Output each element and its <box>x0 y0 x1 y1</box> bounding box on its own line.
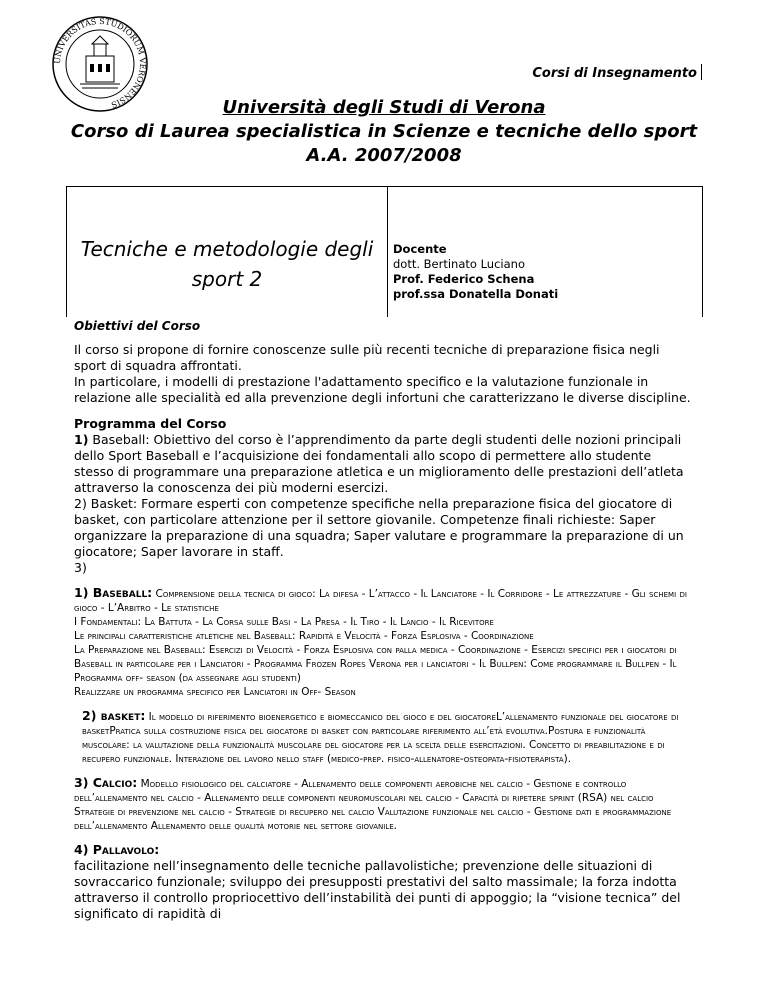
svg-text:UNIVERSITAS STUDIORUM VERONENS: UNIVERSITAS STUDIORUM VERONENSIS <box>52 16 148 110</box>
programma-item1-num: 1) <box>74 432 89 447</box>
programma-heading: Programma del Corso <box>74 416 227 431</box>
basket-lead: 2) basket: <box>82 708 146 723</box>
corsi-label: Corsi di Insegnamento <box>532 66 697 81</box>
main-content <box>74 318 694 922</box>
calcio-lead: 3) Calcio: <box>74 775 138 790</box>
course-title-line1: Tecniche e metodologie degli <box>80 237 374 261</box>
calcio-text: Modello fisiologico del calciatore - Allenamento delle componenti aerobiche nel calcio - Gestione e controllo dell’allenamento nel calcio - Allenamento delle componenti neuromuscolari nel calcio - Capacità di ripetere sprint (RSA) nel calcio Strategie di prevenzione nel calcio - Strategie di recupero nel calcio Valutazione funzionale nel calcio - Gestione dati e programmazione dell’allenamento Allenamento delle qualità motorie nel settore giovanile. <box>74 778 672 832</box>
baseball-line-4: La Preparazione nel Baseball: Esercizi di Velocità - Forza Esplosiva con palla medica - Coordinazione - Esercizi specifici per i giocatori di Baseball in particolare per i Lanciatori - Programma Frozen Ropes Verona per i lanciatori - Il Bullpen: Come programmare il Bullpen - Il Programma off- season (da assegnare agli studenti) <box>74 644 677 684</box>
baseball-line-2: I Fondamentali: La Battuta - La Corsa sulle Basi - La Presa - Il Tiro - Il Lancio - Il Ricevitore <box>74 616 494 628</box>
calcio-detail <box>74 776 694 833</box>
pallavolo-text: facilitazione nell’insegnamento delle tecniche pallavolistiche; prevenzione delle situazioni di sovraccarico funzionale; sviluppo dei presupposti prestativi del salto massimale; la forza indotta attraverso il controllo propriocettivo dell’instabilità dei punti di appoggio; la “visione tecnica” del significato di rapidità di <box>74 858 681 921</box>
pallavolo-lead: 4) Pallavolo: <box>74 842 160 857</box>
baseball-line-5: Realizzare un programma specifico per Lanciatori in Off- Season <box>74 686 356 698</box>
baseball-detail <box>74 586 694 699</box>
programma-item3: 3) <box>74 560 87 575</box>
course-box <box>66 186 703 317</box>
university-title: Università degli Studi di Verona <box>222 97 546 118</box>
academic-year: A.A. 2007/2008 <box>306 145 462 166</box>
degree-title: Corso di Laurea specialistica in Scienze e tecniche dello sport <box>70 121 698 142</box>
course-title <box>67 234 387 294</box>
docente-3: prof.ssa Donatella Donati <box>393 287 559 301</box>
obiettivi-heading: Obiettivi del Corso <box>74 319 201 333</box>
course-box-divider <box>387 187 388 317</box>
docente-2: Prof. Federico Schena <box>393 272 535 286</box>
baseball-lead: 1) Baseball: <box>74 585 153 600</box>
corsi-header <box>532 64 702 81</box>
obiettivi-p2: In particolare, i modelli di prestazione l'adattamento specifico e la valutazione funzionale in relazione alle specialità ed alla prevenzione degli infortuni che caratterizzano le diverse discipline. <box>74 374 691 405</box>
basket-detail <box>74 709 694 766</box>
pallavolo-detail <box>74 843 694 922</box>
obiettivi-p1: Il corso si propone di fornire conoscenze sulle più recenti tecniche di preparazione fisica negli sport di squadra affrontati. <box>74 342 660 373</box>
baseball-line-3: Le principali caratteristiche atletiche nel Baseball: Rapidità e Velocità - Forza Esplosiva - Coordinazione <box>74 630 534 642</box>
baseball-line-1: Comprensione della tecnica di gioco: La difesa - L’attacco - Il Lanciatore - Il Corridore - Le attrezzature - Gli schemi di gioco - L’Arbitro - Le statistiche <box>74 588 687 614</box>
programma-item1-text: Baseball: Obiettivo del corso è l’apprendimento da parte degli studenti delle nozioni principali dello Sport Baseball e l’acquisizione dei fondamentali allo scopo di permettere allo studente stesso di programmare una preparazione atletica e un miglioramento delle prestazioni dell’atleta attraverso la conoscenza dei più moderni esercizi. <box>74 432 684 495</box>
docente-label: Docente <box>393 242 447 256</box>
docente-1: dott. Bertinato Luciano <box>393 257 525 271</box>
programma-item1 <box>74 432 694 496</box>
course-title-line2: sport 2 <box>191 267 263 291</box>
title-block <box>0 96 768 168</box>
programma-item2: 2) Basket: Formare esperti con competenze specifiche nella preparazione fisica del giocatore di basket, con particolare attenzione per il settore giovanile. Competenze finali richieste: Saper organizzare la preparazione di una squadra; Saper valutare e programmare la preparazione di un giocatore; Saper lavorare in staff. <box>74 496 684 559</box>
docenti-block <box>393 242 558 302</box>
basket-text: Il modello di riferimento bioenergetico e biomeccanico del gioco e del giocatoreL’allenamento funzionale del giocatore di basketPratica sulla costruzione fisica del giocatore di basket con particolare riferimento all’età evolutiva.Postura e funzionalità muscolare: la valutazione della funzionalità muscolare del giocatore per la scelta delle esercitazioni. Concetto di preabilitazione e di recupero funzionale. Interazione del lavoro nello staff (medico-prep. fisico-allenatore-osteopata-fisioterapista). <box>82 711 679 765</box>
header-bar <box>701 64 702 80</box>
